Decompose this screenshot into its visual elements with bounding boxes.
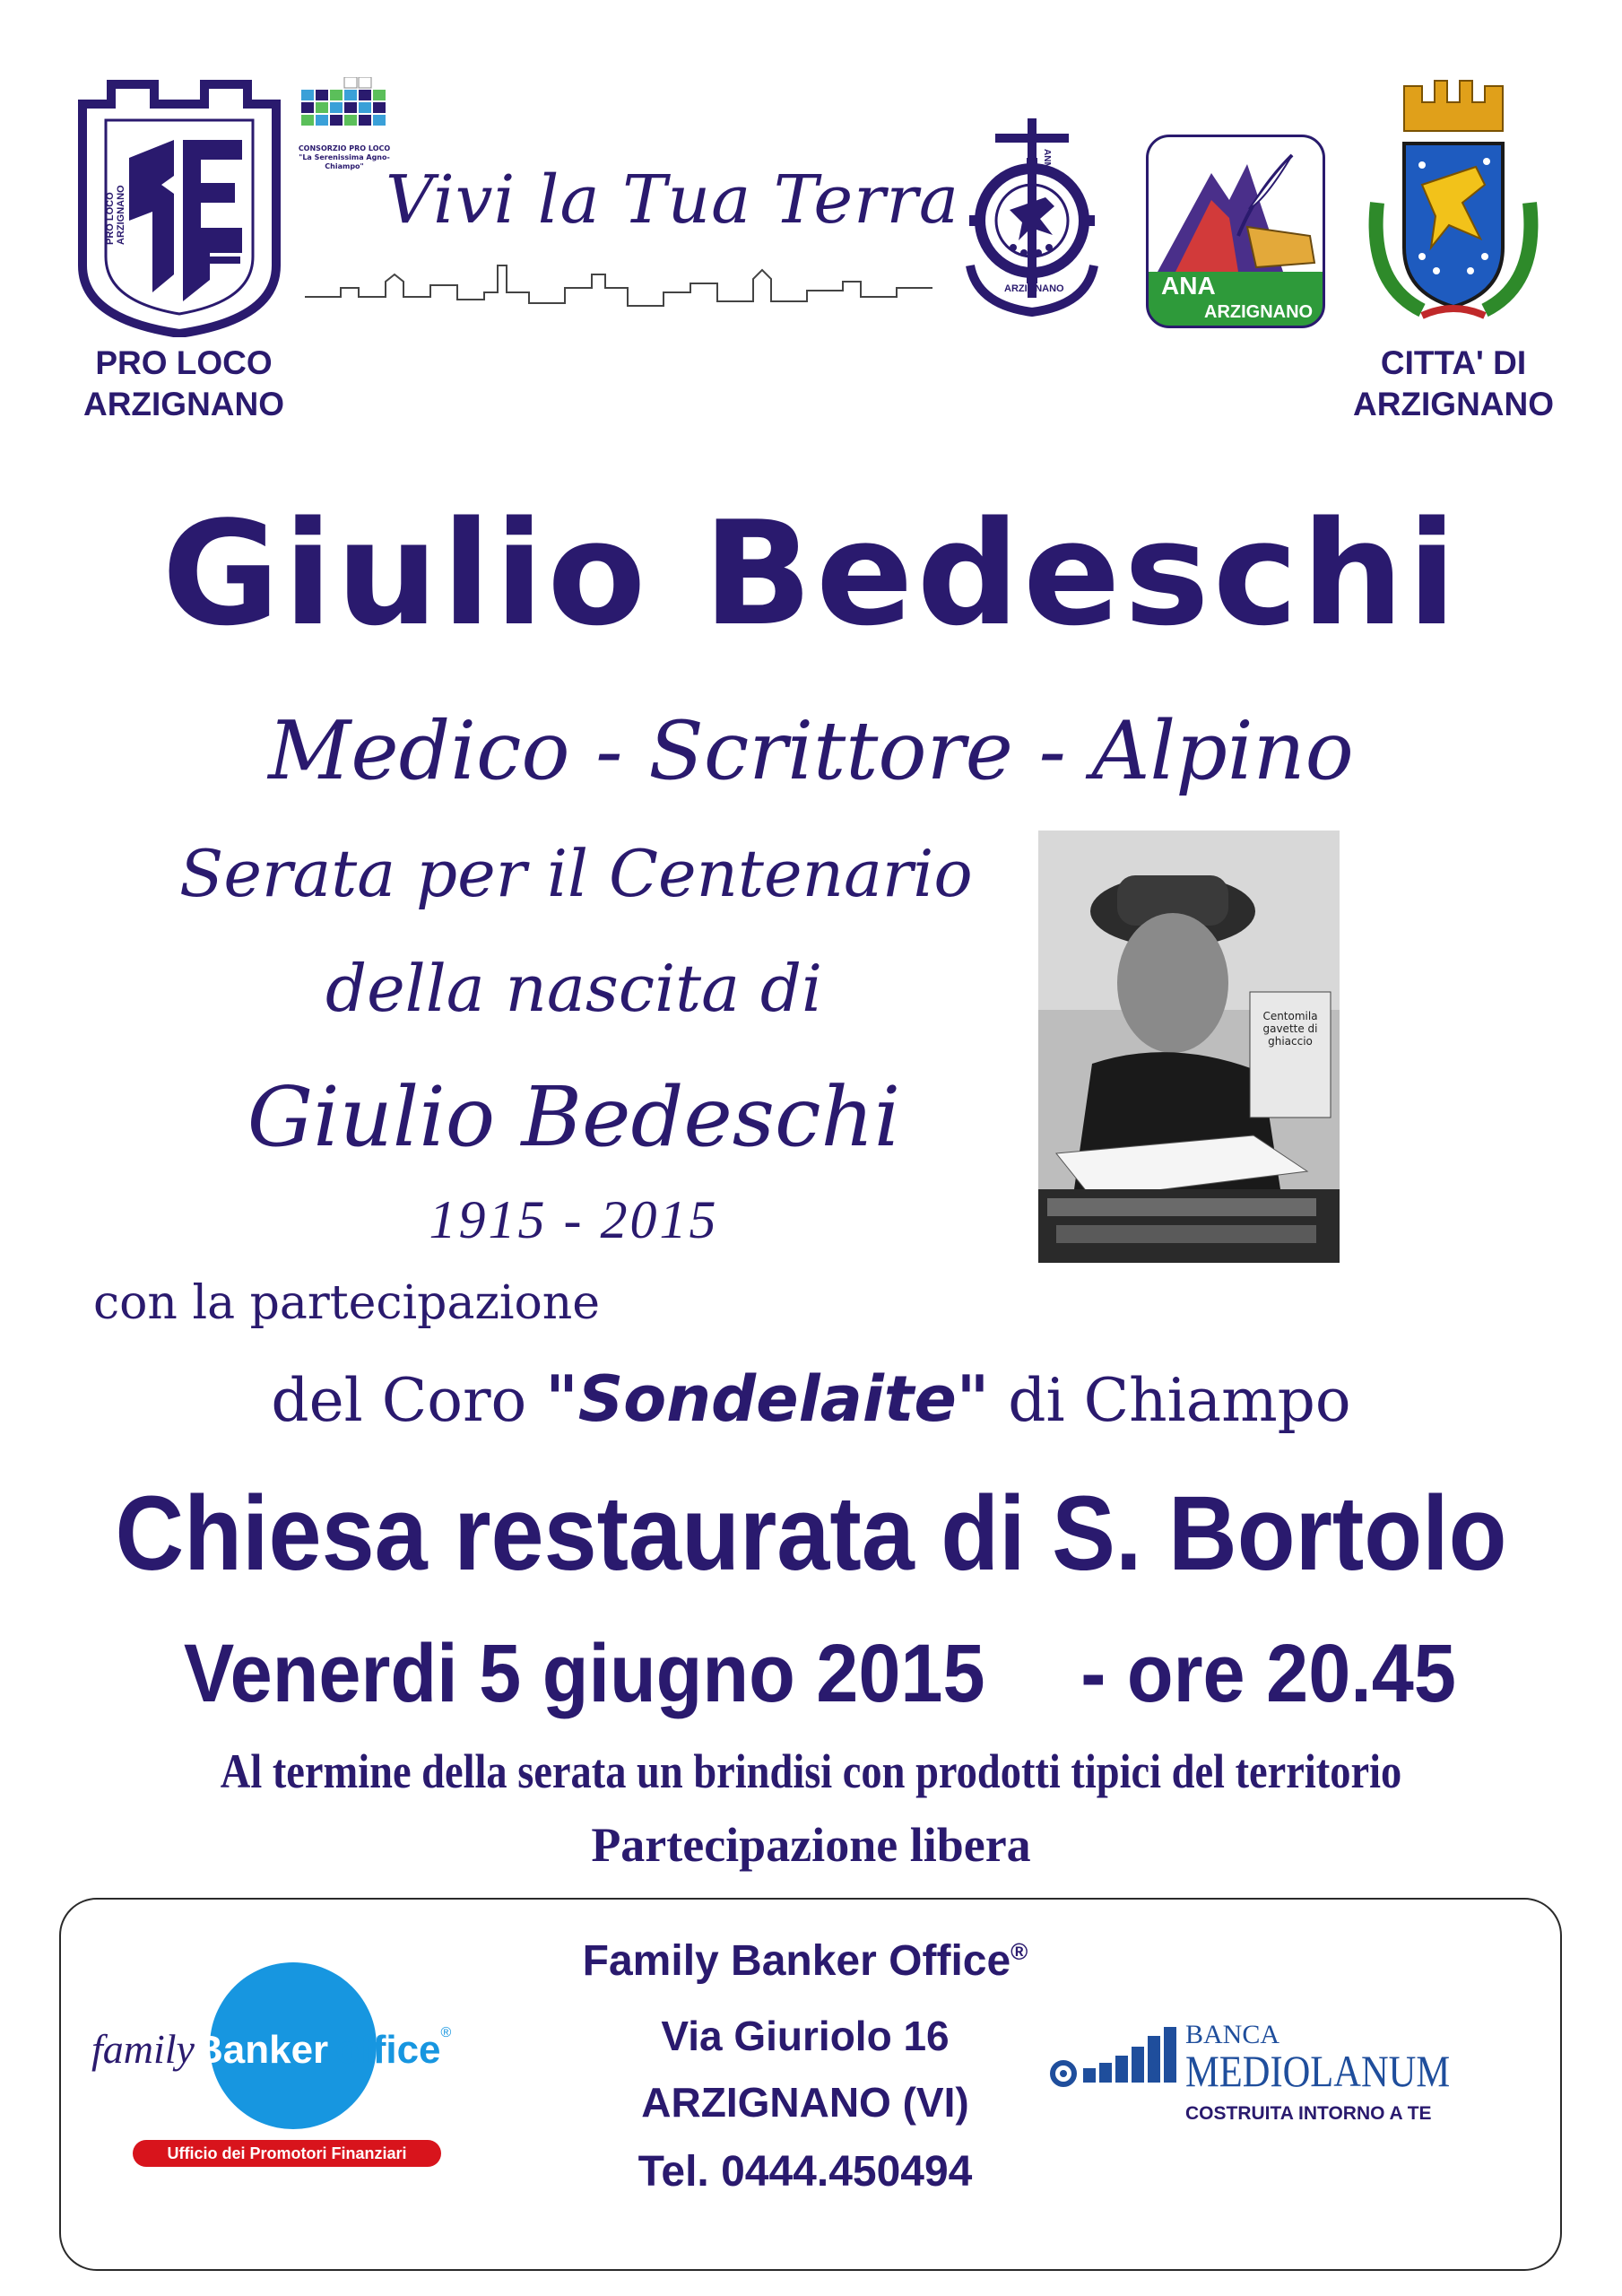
- anm-letters: ANM: [1042, 149, 1052, 170]
- consorzio-line1: CONSORZIO PRO LOCO: [298, 144, 391, 152]
- proloco-caption: [54, 343, 314, 425]
- sponsor-name: Family Banker Office: [582, 1937, 1011, 1985]
- closing-note: Al termine della serata un brindisi con prodotti tipici del territorio: [220, 1744, 1402, 1798]
- date-line: [0, 1620, 1622, 1727]
- sponsor-reg: ®: [1010, 1938, 1028, 1965]
- proloco-shield-text: PRO LOCO ARZIGNANO: [105, 185, 126, 245]
- main-title: Giulio Bedeschi: [161, 490, 1461, 657]
- event-time: - ore 20.45: [1080, 1628, 1457, 1719]
- ana-logo: [1146, 135, 1329, 332]
- ana-title: ANA: [1161, 272, 1216, 300]
- anm-logo: [959, 113, 1105, 325]
- bedeschi-photo: [1038, 831, 1340, 1263]
- serata-name: Giulio Bedeschi: [247, 1069, 901, 1165]
- banca-tagline: COSTRUITA INTORNO A TE: [1185, 2103, 1432, 2124]
- vivi-la-tua-terra: Vivi la Tua Terra: [386, 161, 960, 239]
- venue: Chiesa restaurata di S. Bortolo: [115, 1474, 1507, 1593]
- ana-badge: [1146, 135, 1325, 328]
- skyline-graphic: [305, 257, 932, 319]
- coro-prefix: del Coro: [271, 1366, 527, 1435]
- mediolanum-logo: [1047, 2020, 1549, 2149]
- citta-caption-line2: ARZIGNANO: [1352, 386, 1555, 422]
- fbo-family: family: [91, 2026, 195, 2072]
- citta-logo: [1350, 68, 1557, 330]
- proloco-logo: [75, 77, 283, 337]
- consorzio-logo: [298, 77, 391, 170]
- citta-caption: [1323, 343, 1583, 425]
- ana-sub: ARZIGNANO: [1204, 302, 1314, 322]
- mediolanum-bars-icon: [1047, 2027, 1182, 2099]
- coat-of-arms-icon: [1350, 68, 1557, 330]
- consorzio-text: [298, 144, 391, 171]
- skyline-icon: [305, 257, 932, 319]
- fbo-tag: Ufficio dei Promotori Finanziari: [133, 2140, 441, 2167]
- sponsor-address: Via Giuriolo 16: [661, 2013, 950, 2059]
- fbo-banker: Banker: [194, 2028, 329, 2072]
- event-date: Venerdi 5 giugno 2015: [184, 1628, 986, 1719]
- consorzio-line2: "La Serenissima Agno-Chiampo": [299, 153, 390, 170]
- mosaic-icon: [298, 77, 391, 140]
- fbo-reg: ®: [440, 2025, 452, 2040]
- proloco-caption-line1: PRO LOCO: [95, 344, 273, 381]
- book-title: Centomila gavette di ghiaccio: [1262, 1010, 1318, 1048]
- coro-suffix: di Chiampo: [1008, 1366, 1351, 1435]
- partecipazione: con la partecipazione: [93, 1276, 601, 1330]
- banca-line2: MEDIOLANUM: [1185, 2046, 1451, 2096]
- subtitle: Medico - Scrittore - Alpino: [268, 704, 1354, 798]
- fbo-office: office: [335, 2028, 441, 2072]
- serata-line1: Serata per il Centenario: [179, 836, 973, 911]
- anm-text: ARZIGNANO: [1004, 283, 1064, 294]
- coro-line: [0, 1354, 1622, 1446]
- citta-caption-line1: CITTA' DI: [1380, 344, 1527, 381]
- free-entry: Partecipazione libera: [591, 1818, 1031, 1872]
- proloco-caption-line2: ARZIGNANO: [82, 386, 285, 422]
- fbo-logo-text: [91, 2025, 451, 2073]
- sponsor-city: ARZIGNANO (VI): [641, 2079, 969, 2126]
- sponsor-box: [59, 1898, 1562, 2271]
- sponsor-phone: Tel. 0444.450494: [638, 2148, 973, 2196]
- serata-line2: della nascita di: [325, 951, 823, 1026]
- coro-name: "Sondelaite": [545, 1362, 990, 1436]
- banca-line1: BANCA: [1185, 2020, 1280, 2049]
- years: 1915 - 2015: [429, 1190, 719, 1249]
- sponsor-name-line: [447, 1923, 1164, 1990]
